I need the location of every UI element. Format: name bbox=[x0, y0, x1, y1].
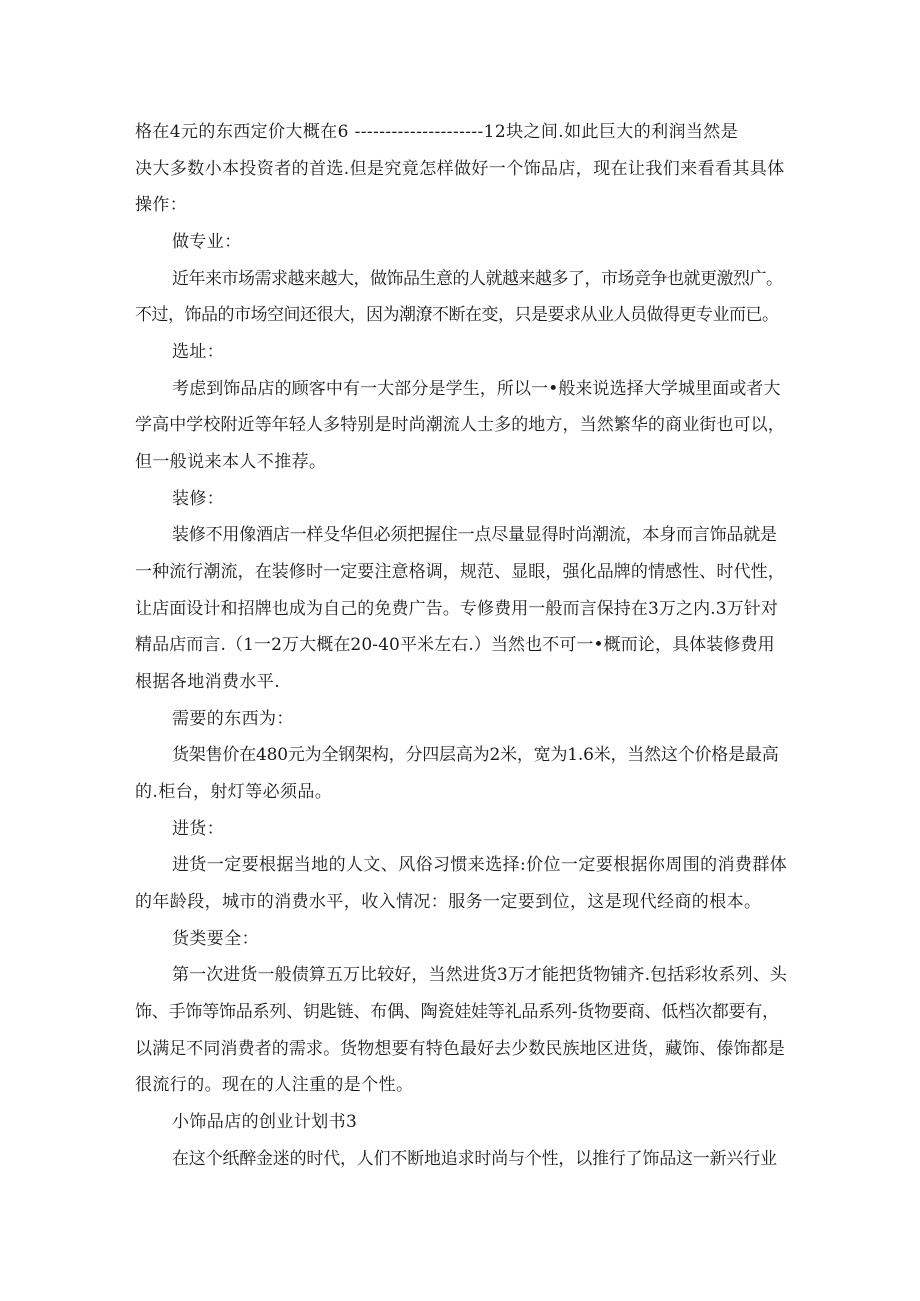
text-line: 一种流行潮流，在装修时一定要注意格调，规范、显眼，强化品牌的情感性、时代性， bbox=[135, 562, 785, 582]
section-heading: 进货： bbox=[172, 819, 225, 839]
text-line: 装修不用像酒店一样殳华但必须把握住一点尽量显得时尚潮流，本身而言饰品就是 bbox=[172, 525, 777, 545]
section-heading: 装修： bbox=[172, 489, 225, 509]
text-line: 决大多数小本投资者的首选.但是究竟怎样做好一个饰品店，现在让我们来看看其具体 bbox=[135, 159, 785, 179]
text-line: 但一般说来本人不推荐。 bbox=[135, 452, 327, 472]
text-line: 很流行的。现在的人注重的是个性。 bbox=[135, 1075, 414, 1095]
section-heading: 货类要全： bbox=[172, 929, 259, 949]
text-line: 精品店而言.（1一2万大概在20-40平米左右.）当然也不可一•概而论，具体装修费用 bbox=[135, 635, 775, 655]
text-line: 根据各地消费水平. bbox=[135, 672, 281, 692]
text-line: 第一次进货一般债算五万比较好，当然进货3万才能把货物铺齐.包括彩妆系列、头 bbox=[172, 965, 787, 985]
section-heading: 小饰品店的创业计划书3 bbox=[172, 1112, 358, 1132]
section-heading: 做专业： bbox=[172, 232, 242, 252]
text-line: 不过，饰品的市场空间还很大，因为潮潦不断在变，只是要求从业人员做得更专业而已。 bbox=[135, 305, 779, 325]
text-line: 学高中学校附近等年轻人多特别是时尚潮流人士多的地方，当然繁华的商业街也可以， bbox=[135, 415, 785, 435]
text-line: 操作： bbox=[135, 195, 188, 215]
text-line: 以满足不同消费者的需求。货物想要有特色最好去少数民族地区进货，藏饰、傣饰都是 bbox=[135, 1039, 785, 1059]
text-line: 饰、手饰等饰品系列、钥匙链、布偶、陶瓷娃娃等礼品系列-货物要商、低档次都要有， bbox=[135, 1002, 779, 1022]
text-line: 让店面设计和招牌也成为自己的免费广告。专修费用一般而言保持在3万之内.3万针对 bbox=[135, 599, 778, 619]
text-line: 近年来市场需求越来越大，做饰品生意的人就越来越多了，市场竞争也就更激烈广。 bbox=[172, 269, 783, 289]
section-heading: 选址： bbox=[172, 342, 225, 362]
text-line: 货架售价在480元为全钢架构，分四层高为2米，宽为1.6米，当然这个价格是最高 bbox=[172, 745, 779, 765]
text-line: 考虑到饰品店的顾客中有一大部分是学生，所以一•般来说选择大学城里面或者大 bbox=[172, 379, 781, 399]
text-line: 的.柜台，射灯等必须品。 bbox=[135, 782, 333, 802]
text-line: 进货一定要根据当地的人文、风俗习惯来选择:价位一定要根据你周围的消费群体 bbox=[172, 855, 787, 875]
text-line: 格在4元的东西定价大概在6 ---------------------12块之间.如此巨大的利润当然是 bbox=[135, 122, 739, 142]
section-heading: 需要的东西为： bbox=[172, 709, 294, 729]
text-line: 的年龄段，城市的消费水平，收入情况：服务一定要到位，这是现代经商的根本。 bbox=[135, 892, 762, 912]
text-line: 在这个纸醉金迷的时代，人们不断地追求时尚与个性，以推行了饰品这一新兴行业 bbox=[172, 1149, 777, 1169]
